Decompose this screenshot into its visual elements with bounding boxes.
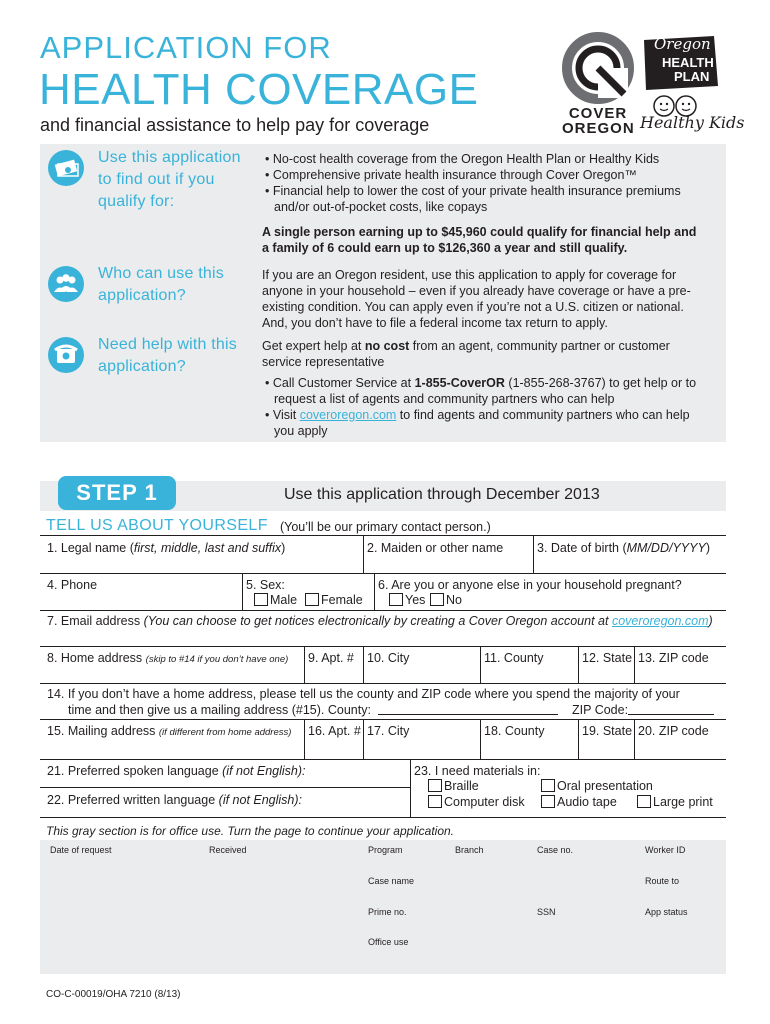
- qualify-bullet-2: • Comprehensive private health insurance through Cover Oregon™: [262, 167, 722, 183]
- section-title: TELL US ABOUT YOURSELF: [46, 517, 268, 534]
- phone-field[interactable]: 4. Phone: [47, 578, 98, 592]
- form-rule: [40, 646, 726, 647]
- written-language-note: (if not English):: [218, 793, 303, 807]
- large-print-option[interactable]: [637, 795, 713, 810]
- yes-checkbox[interactable]: [389, 593, 403, 606]
- who-text-line1: If you are an Oregon resident, use this application to apply for coverage for: [262, 268, 677, 282]
- cover-oregon-logo: [562, 32, 634, 142]
- form-divider: [578, 646, 579, 683]
- office-use-note: This gray section is for office use. Turn the page to continue your application.: [46, 824, 454, 838]
- email-field[interactable]: [47, 614, 713, 629]
- title-line-2: HEALTH COVERAGE: [39, 65, 479, 114]
- form-divider: [480, 646, 481, 683]
- mailing-address-label: 15. Mailing address: [47, 724, 156, 738]
- coveroregon-link[interactable]: coveroregon.com: [299, 408, 397, 422]
- sex-female-option[interactable]: [305, 593, 363, 608]
- app-status-label: App status: [645, 907, 688, 917]
- materials-label: 23. I need materials in:: [414, 764, 541, 778]
- oral-option[interactable]: [541, 779, 653, 794]
- ssn-label: SSN: [537, 907, 556, 917]
- help-heading: [98, 334, 237, 378]
- date-of-birth-field[interactable]: [537, 541, 710, 556]
- sex-label: 5. Sex:: [246, 578, 285, 592]
- zip-code-input[interactable]: [628, 703, 714, 715]
- oral-checkbox[interactable]: [541, 779, 555, 792]
- received-label: Received: [209, 845, 247, 855]
- visit-bullet: [262, 407, 722, 423]
- healthy-kids-logo-text: Healthy Kids: [640, 113, 745, 132]
- step-badge-label: STEP 1: [76, 480, 158, 505]
- ohp-logo-line2: HEALTH: [662, 55, 714, 70]
- help-heading-line2: application?: [98, 358, 186, 375]
- zip-field[interactable]: 13. ZIP code: [638, 651, 709, 665]
- help-text: [262, 338, 722, 439]
- braille-label: Braille: [444, 779, 479, 793]
- route-to-label: Route to: [645, 876, 680, 886]
- who-text-line2: anyone in your household – even if you already have coverage or have a pre-: [262, 284, 691, 298]
- pregnant-yes-option[interactable]: [389, 593, 425, 608]
- mailing-apt-field[interactable]: 16. Apt. #: [308, 724, 361, 738]
- computer-disk-option[interactable]: [428, 795, 525, 810]
- audio-tape-label: Audio tape: [557, 795, 617, 809]
- form-rule: [40, 719, 726, 720]
- audio-tape-option[interactable]: [541, 795, 617, 810]
- call-bullet-cont: request a list of agents and community partners who can help: [274, 392, 615, 406]
- income-highlight: [262, 224, 722, 256]
- case-name-label: Case name: [368, 876, 415, 886]
- section-note: (You’ll be our primary contact person.): [280, 520, 491, 534]
- mailing-address-field[interactable]: [47, 724, 291, 740]
- female-label: Female: [321, 593, 363, 607]
- braille-option[interactable]: [428, 779, 479, 794]
- no-home-address-line1: 14. If you don’t have a home address, please tell us the county and ZIP code where you spend the majority of your: [47, 687, 680, 701]
- email-coveroregon-link[interactable]: coveroregon.com: [611, 614, 709, 628]
- cover-oregon-logo-line2: OREGON: [562, 120, 635, 137]
- no-checkbox[interactable]: [430, 593, 444, 606]
- who-heading-line1: Who can use this: [98, 265, 224, 282]
- written-language-field[interactable]: [47, 793, 302, 808]
- braille-checkbox[interactable]: [428, 779, 442, 792]
- prime-no-label: Prime no.: [368, 907, 407, 917]
- home-address-label: 8. Home address: [47, 651, 143, 665]
- income-highlight-line1: A single person earning up to $45,960 could qualify for financial help and: [262, 225, 697, 239]
- mailing-address-note: (if different from home address): [158, 727, 292, 738]
- form-divider: [304, 646, 305, 683]
- date-of-request-label: Date of request: [50, 845, 112, 855]
- help-heading-line1: Need help with this: [98, 336, 237, 353]
- qualify-heading-line3: qualify for:: [98, 193, 175, 210]
- mailing-county-field[interactable]: 18. County: [484, 724, 545, 738]
- male-label: Male: [270, 593, 298, 607]
- form-divider: [480, 719, 481, 759]
- large-print-checkbox[interactable]: [637, 795, 651, 808]
- form-divider: [533, 535, 534, 573]
- no-label: No: [446, 593, 462, 607]
- mailing-city-field[interactable]: 17. City: [367, 724, 410, 738]
- ohp-logo-line3: PLAN: [674, 69, 710, 84]
- cover-oregon-mark-icon: [562, 32, 634, 104]
- cover-oregon-logo-line1: COVER: [568, 105, 628, 122]
- form-rule: [40, 535, 726, 536]
- female-checkbox[interactable]: [305, 593, 319, 606]
- mailing-zip-field[interactable]: 20. ZIP code: [638, 724, 709, 738]
- legal-name-label-b: first, middle, last and suffix: [133, 541, 282, 555]
- form-divider: [578, 719, 579, 759]
- mailing-state-field[interactable]: 19. State: [582, 724, 633, 738]
- spoken-language-field[interactable]: [47, 764, 306, 779]
- who-text-line3: existing condition. You can apply even if you’re not a U.S. citizen or national.: [262, 300, 684, 314]
- pregnant-label: 6. Are you or anyone else in your household pregnant?: [378, 578, 682, 592]
- dob-label-a: 3. Date of birth (: [537, 541, 627, 555]
- form-rule: [40, 573, 726, 574]
- form-divider: [242, 573, 243, 610]
- qualify-bullet-1: • No-cost health coverage from the Oregon Health Plan or Healthy Kids: [262, 151, 722, 167]
- qualify-heading-line2: to find out if you: [98, 171, 215, 188]
- form-divider: [363, 719, 364, 759]
- subtitle: and financial assistance to help pay for coverage: [40, 115, 430, 135]
- program-label: Program: [368, 845, 403, 855]
- spoken-language-label: 21. Preferred spoken language: [47, 764, 219, 778]
- money-icon: [48, 150, 84, 186]
- title-line-1: APPLICATION FOR: [40, 30, 332, 65]
- form-id: CO-C-00019/OHA 7210 (8/13): [46, 989, 181, 1000]
- call-bullet-c: (1-855-268-3767) to get help or to: [508, 376, 697, 390]
- ohp-logo-line1: Oregon: [654, 35, 711, 53]
- written-language-label: 22. Preferred written language: [47, 793, 216, 807]
- case-no-label: Case no.: [537, 845, 574, 855]
- form-divider: [304, 719, 305, 759]
- state-field[interactable]: 12. State: [582, 651, 633, 665]
- branch-label: Branch: [455, 845, 484, 855]
- visit-bullet-cont: you apply: [274, 424, 328, 438]
- form-divider: [634, 719, 635, 759]
- call-phone-number: 1-855-CoverOR: [414, 376, 505, 390]
- computer-disk-label: Computer disk: [444, 795, 525, 809]
- form-divider: [634, 646, 635, 683]
- worker-id-label: Worker ID: [645, 845, 686, 855]
- email-label-c: ): [708, 614, 713, 628]
- form-divider: [363, 646, 364, 683]
- who-text-line4: And, you don’t have to file a federal income tax return to apply.: [262, 316, 608, 330]
- help-text-no-cost: no cost: [364, 339, 410, 353]
- email-label-b: (You can choose to get notices electronically by creating a Cover Oregon account at: [143, 614, 609, 628]
- help-text-line1: [262, 338, 722, 354]
- maiden-name-field[interactable]: 2. Maiden or other name: [367, 541, 504, 555]
- dob-label-b: MM/DD/YYYY: [626, 541, 706, 555]
- legal-name-field[interactable]: [47, 541, 285, 556]
- male-checkbox[interactable]: [254, 593, 268, 606]
- qualify-bullet-3: • Financial help to lower the cost of your private health insurance premiums: [262, 183, 722, 199]
- audio-tape-checkbox[interactable]: [541, 795, 555, 808]
- dob-label-c: ): [705, 541, 710, 555]
- home-address-note: (skip to #14 if you don’t have one): [145, 654, 289, 665]
- zip-code-label: ZIP Code:: [572, 703, 629, 717]
- form-rule: [40, 787, 410, 788]
- home-address-field[interactable]: [47, 651, 288, 667]
- help-text-line1-c: from an agent, community partner or customer: [412, 339, 670, 353]
- form-rule: [40, 817, 726, 818]
- office-use-label: Office use: [368, 937, 409, 947]
- spoken-language-note: (if not English):: [222, 764, 306, 778]
- form-rule: [40, 759, 726, 760]
- legal-name-label-c: ): [281, 541, 286, 555]
- computer-disk-checkbox[interactable]: [428, 795, 442, 808]
- legal-name-label-a: 1. Legal name (: [47, 541, 134, 555]
- county-field[interactable]: 11. County: [484, 651, 544, 665]
- large-print-label: Large print: [653, 795, 713, 809]
- no-home-address-line2: time and then give us a mailing address (#15). County:: [68, 703, 371, 717]
- email-label-a: 7. Email address: [47, 614, 141, 628]
- income-highlight-line2: a family of 6 could earn up to $126,360 a year and still qualify.: [262, 241, 628, 255]
- visit-bullet-a: Visit: [272, 408, 297, 422]
- sex-male-option[interactable]: [254, 593, 297, 608]
- form-divider: [363, 535, 364, 573]
- phone-icon: [48, 337, 84, 373]
- healthy-kids-logo: [640, 94, 745, 136]
- call-bullet-a: Call Customer Service at: [272, 376, 412, 390]
- oral-label: Oral presentation: [557, 779, 653, 793]
- oregon-health-plan-logo: [640, 34, 720, 94]
- qualify-heading-line1: Use this application: [98, 149, 241, 166]
- apt-field[interactable]: 9. Apt. #: [308, 651, 354, 665]
- form-rule: [40, 683, 726, 684]
- call-bullet: [262, 375, 722, 391]
- who-heading-line2: application?: [98, 287, 186, 304]
- help-text-line2: service representative: [262, 355, 385, 369]
- people-icon: [48, 266, 84, 302]
- who-heading: [98, 263, 224, 307]
- who-text: [262, 267, 722, 331]
- help-text-line1-a: Get expert help at: [262, 339, 362, 353]
- form-divider: [410, 759, 411, 817]
- step-subtitle: Use this application through December 2013: [284, 486, 600, 503]
- form-divider: [374, 573, 375, 610]
- city-field[interactable]: 10. City: [367, 651, 410, 665]
- visit-bullet-c: to find agents and community partners who can help: [399, 408, 690, 422]
- pregnant-no-option[interactable]: [430, 593, 462, 608]
- qualify-bullet-3-cont: and/or out-of-pocket costs, like copays: [274, 200, 488, 214]
- form-rule: [40, 610, 726, 611]
- qualify-list: [262, 151, 722, 215]
- county-input[interactable]: [378, 703, 558, 715]
- yes-label: Yes: [405, 593, 426, 607]
- qualify-heading: [98, 147, 241, 213]
